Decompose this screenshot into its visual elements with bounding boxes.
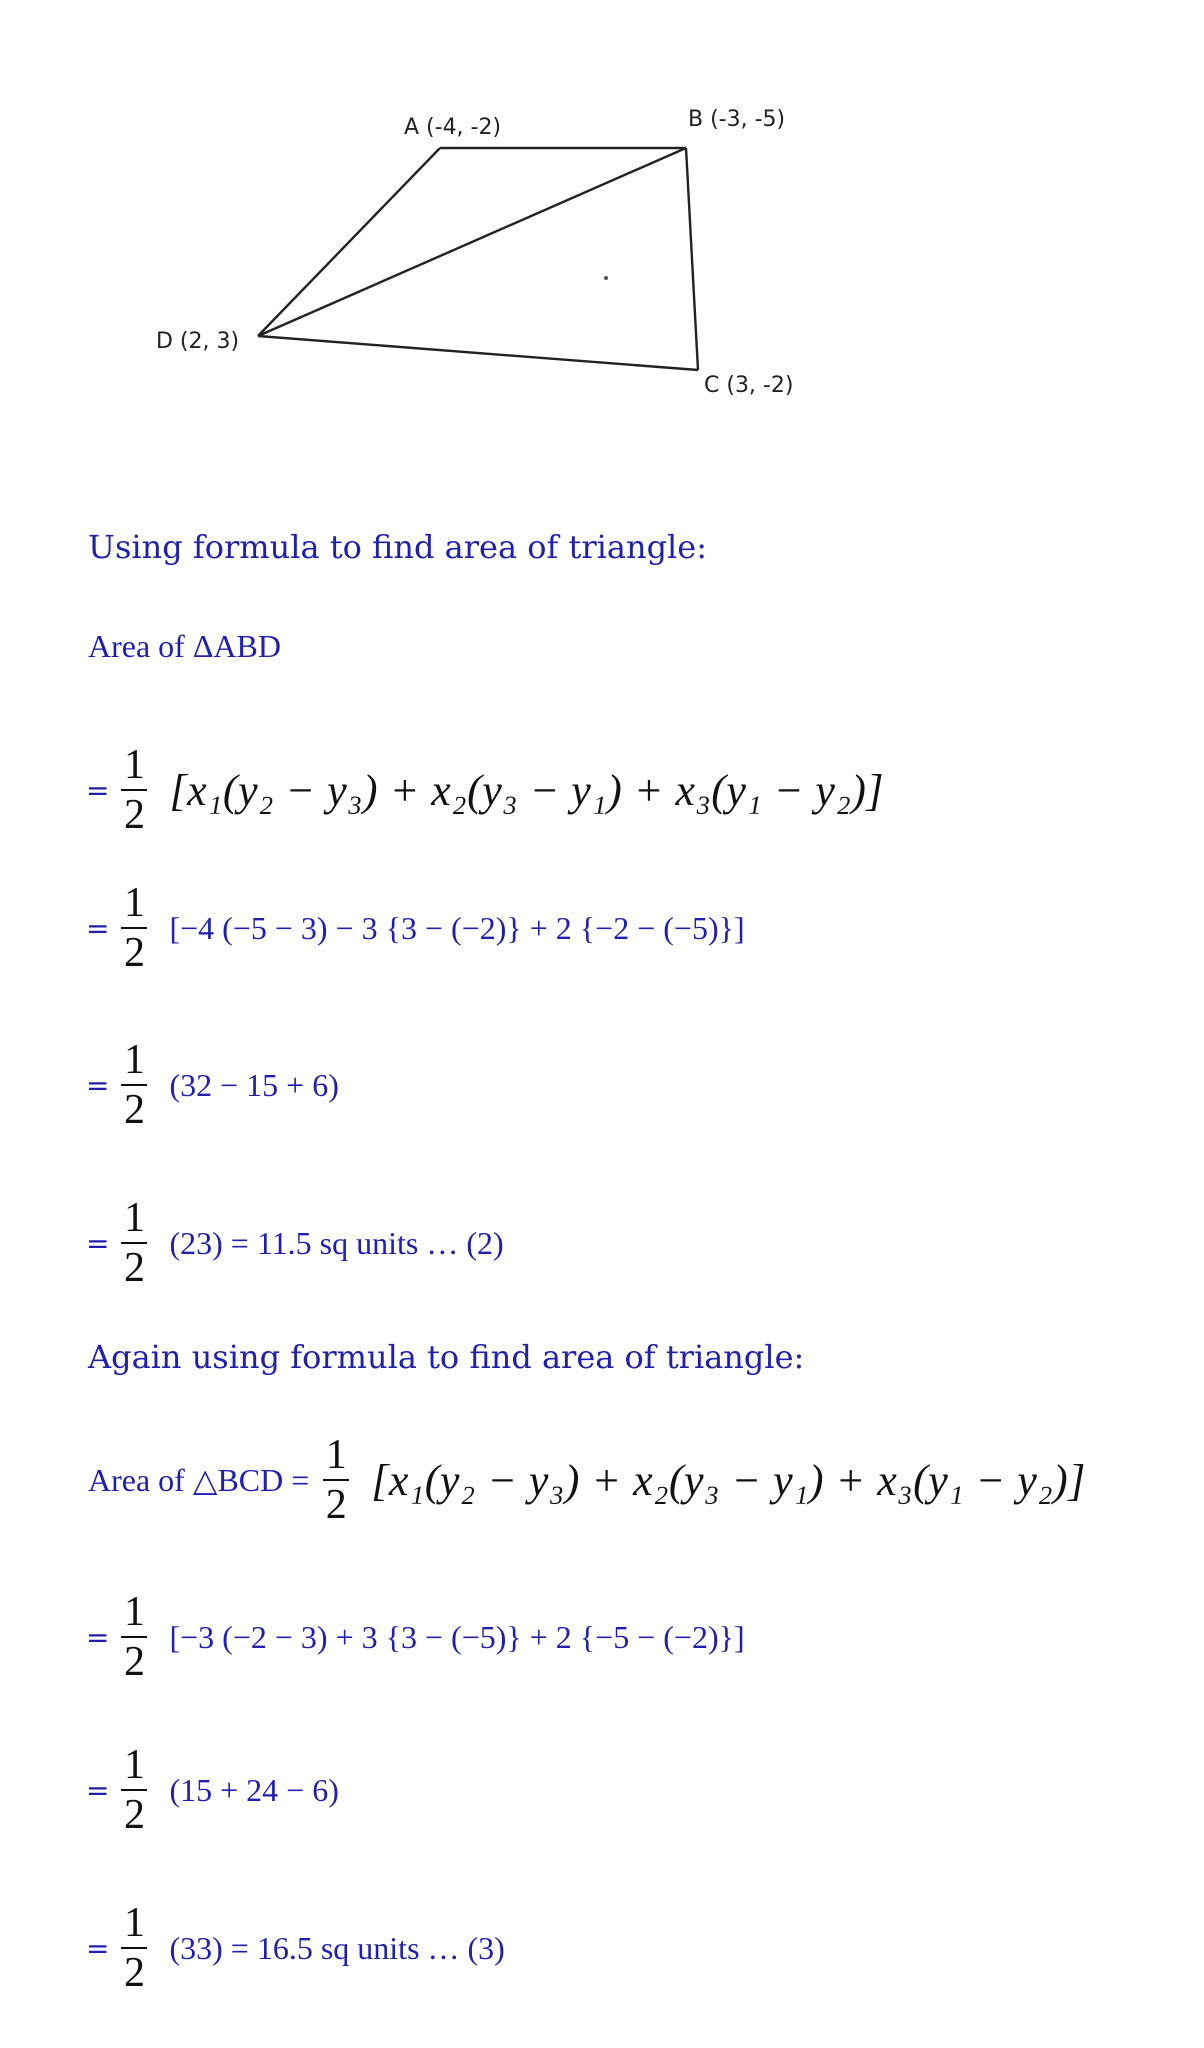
area-result: (23) = 11.5 sq units … (2) — [169, 1224, 504, 1261]
formula-line-bcd — [88, 1420, 1086, 1540]
edge-bd — [258, 148, 686, 336]
fraction-half: $\frac{1}{2}$ — [121, 1196, 147, 1290]
edge-ad — [258, 148, 440, 336]
area-formula: [x₁(y₂ − y₃) + x₂(y₃ − y₁) + x₃(y₁ − y₂)] — [371, 1455, 1086, 1505]
equals-sign: = — [86, 911, 110, 945]
equals-sign: = — [86, 1773, 110, 1807]
fraction-half: $\frac{1}{2}$ — [121, 1038, 147, 1132]
step1-line-abd — [86, 868, 745, 988]
result-line-bcd — [86, 1888, 505, 2008]
vertex-label-a: A (-4, -2) — [404, 115, 502, 140]
fraction-half: $\frac{1}{2}$ — [121, 743, 147, 837]
result-line-abd — [86, 1183, 504, 1303]
substitution-expression: [−3 (−2 − 3) + 3 {3 − (−5)} + 2 {−5 − (−2)}] — [169, 1618, 745, 1655]
area-label-bcd: Area of △BCD = — [88, 1462, 310, 1498]
vertex-label-b: B (-3, -5) — [688, 107, 786, 132]
simplified-expression: (15 + 24 − 6) — [169, 1771, 339, 1808]
substitution-expression: [−4 (−5 − 3) − 3 {3 − (−2)} + 2 {−2 − (−5)}] — [169, 909, 745, 946]
edge-dc — [258, 336, 698, 370]
quadrilateral-diagram — [0, 0, 1204, 430]
step2-line-bcd — [86, 1730, 339, 1850]
vertex-label-c: C (3, -2) — [704, 373, 794, 398]
formula-line-abd — [86, 730, 884, 850]
area-formula: [x₁(y₂ − y₃) + x₂(y₃ − y₁) + x₃(y₁ − y₂)] — [169, 765, 885, 815]
heading-bcd: Again using formula to find area of triangle: — [88, 1338, 805, 1376]
step1-line-bcd — [86, 1577, 745, 1697]
equals-sign: = — [86, 1068, 110, 1102]
heading-abd: Using formula to find area of triangle: — [88, 528, 707, 566]
fraction-half: $\frac{1}{2}$ — [323, 1433, 349, 1527]
fraction-half: $\frac{1}{2}$ — [121, 881, 147, 975]
fraction-half: $\frac{1}{2}$ — [121, 1901, 147, 1995]
equals-sign: = — [86, 773, 110, 807]
area-result: (33) = 16.5 sq units … (3) — [169, 1929, 505, 1966]
stray-dot — [604, 276, 608, 280]
fraction-half: $\frac{1}{2}$ — [121, 1590, 147, 1684]
equals-sign: = — [86, 1226, 110, 1260]
area-label-abd: Area of ΔABD — [88, 628, 281, 664]
edge-bc — [686, 148, 698, 370]
fraction-half: $\frac{1}{2}$ — [121, 1743, 147, 1837]
equals-sign: = — [86, 1620, 110, 1654]
equals-sign: = — [86, 1931, 110, 1965]
simplified-expression: (32 − 15 + 6) — [169, 1066, 339, 1103]
step2-line-abd — [86, 1025, 339, 1145]
vertex-label-d: D (2, 3) — [156, 329, 240, 354]
